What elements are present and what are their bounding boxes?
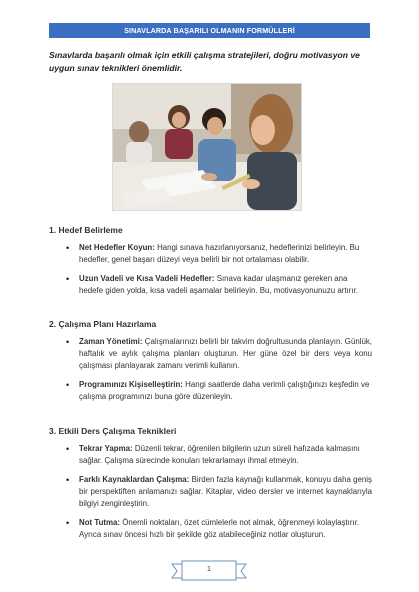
list-item: • Net Hedefler Koyun: Hangi sınava hazırlanıyorsanız, hedeflerinizi belirleyin. Bu hedefler, genel başarı düzeyi veya belirli bir not ortalaması olabilir. xyxy=(66,242,372,266)
classroom-illustration xyxy=(113,84,301,210)
section-title-hedef-belirleme: 1. Hedef Belirleme xyxy=(49,225,123,235)
list-item: • Farklı Kaynaklardan Çalışma: Birden fazla kaynağı kullanmak, konuyu daha geniş bir perspektiften anlamanızı sağlar. Kitaplar, video dersler ve internet kaynaklarıyla bilgiyi zenginleştirin. xyxy=(66,474,372,510)
list-item: • Tekrar Yapma: Düzenli tekrar, öğrenilen bilgilerin uzun süreli hafızada kalmasını sağlar. Çalışma sürecinde konuları tekrarlamayı ihmal etmeyin. xyxy=(66,443,372,467)
list-item: • Not Tutma: Önemli noktaları, özet cümlelerle not almak, öğrenmeyi kolaylaştırır. Ayrıca sınav öncesi hızlı bir şekilde göz atabileceğiniz notlar oluşturun. xyxy=(66,517,372,541)
list-item: • Zaman Yönetimi: Çalışmalarınızı belirli bir takvim doğrultusunda planlayın. Günlük, haftalık ve aylık çalışma planları oluşturun. Her güne özel bir ders veya konu çalışması planlayarak zamanı verimli kullanın. xyxy=(66,336,372,372)
hedef-belirleme-list xyxy=(66,242,372,304)
section-title-calisma-plani: 2. Çalışma Planı Hazırlama xyxy=(49,319,157,329)
students-photo xyxy=(112,83,302,211)
section-title-ders-calisma: 3. Etkili Ders Çalışma Teknikleri xyxy=(49,426,177,436)
list-item: • Uzun Vadeli ve Kısa Vadeli Hedefler: Sınava kadar ulaşmanız gereken ana hedefe giden yolda, kısa vadeli aşamalar belirleyin. Bu, motivasyonunuzu artırır. xyxy=(66,273,372,297)
calisma-plani-list xyxy=(66,336,372,410)
page-title: SINAVLARDA BAŞARILI OLMANIN FORMÜLLERİ xyxy=(49,23,370,38)
list-item: • Programınızı Kişiselleştirin: Hangi saatlerde daha verimli çalıştığınızı keşfedin ve çalışma programınızı buna göre düzenleyin. xyxy=(66,379,372,403)
ders-calisma-list xyxy=(66,443,372,548)
page-number: 1 xyxy=(206,564,212,573)
intro-paragraph: Sınavlarda başarılı olmak için etkili çalışma stratejileri, doğru motivasyon ve uygun sınav teknikleri önemlidir. xyxy=(49,50,360,73)
